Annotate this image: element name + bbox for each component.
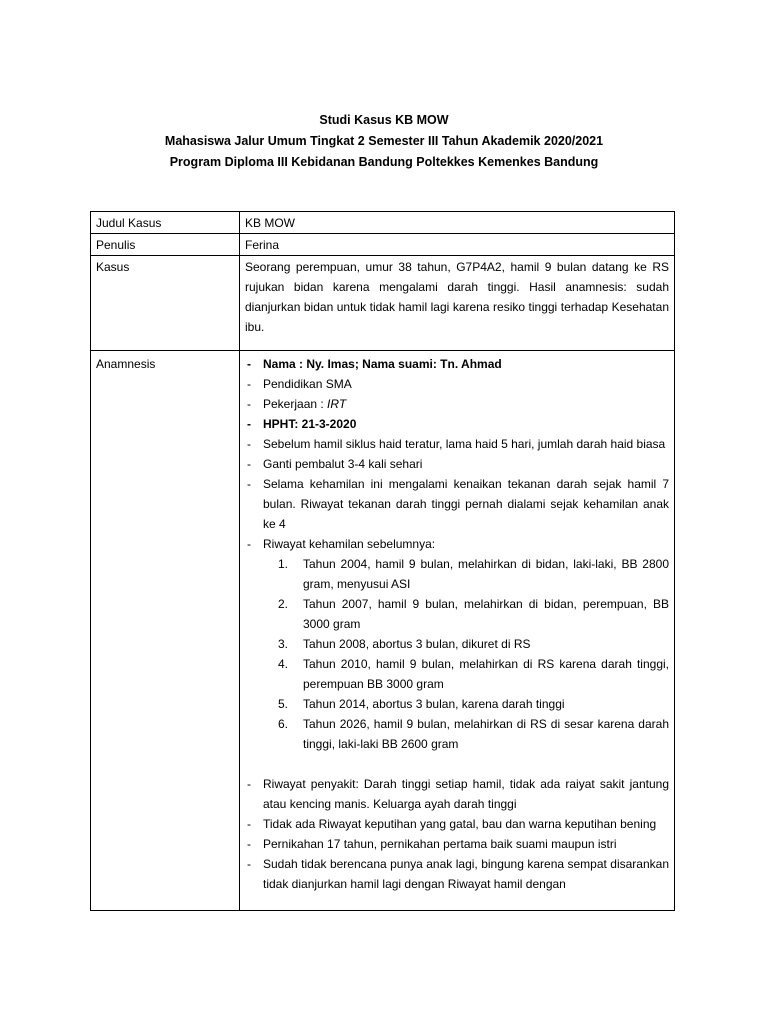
- list-item: [245, 534, 669, 774]
- row-kasus: [91, 256, 675, 351]
- page-cutoff: [245, 894, 669, 910]
- history-number: 1.: [278, 557, 289, 571]
- history-item: [263, 654, 669, 694]
- list-item: - Sudah tidak berencana punya anak lagi, bingung karena sempat disarankan tidak dianjurkan hamil lagi dengan Riwayat hamil dengan: [245, 854, 669, 894]
- history-number: 4.: [278, 657, 289, 671]
- history-text: Tahun 2026, hamil 9 bulan, melahirkan di RS di sesar karena darah tinggi, laki-laki BB 2600 gram: [303, 717, 669, 751]
- header-program: Program Diploma III Kebidanan Bandung Poltekkes Kemenkes Bandung: [169, 155, 599, 169]
- list-item: - Riwayat penyakit: Darah tinggi setiap hamil, tidak ada raiyat sakit jantung atau kencing manis. Keluarga ayah darah tinggi: [245, 774, 669, 814]
- pekerjaan-label: Pekerjaan :: [263, 397, 328, 411]
- history-number: 6.: [278, 717, 289, 731]
- row-judul: [91, 212, 675, 234]
- header-title: Studi Kasus KB MOW: [319, 113, 449, 127]
- kasus-label: Kasus: [91, 256, 240, 351]
- list-item: - Pernikahan 17 tahun, pernikahan pertama baik suami maupun istri: [245, 834, 669, 854]
- history-text: Tahun 2007, hamil 9 bulan, melahirkan di bidan, perempuan, BB 3000 gram: [303, 597, 669, 631]
- pekerjaan-value: IRT: [327, 397, 347, 411]
- history-text: Tahun 2010, hamil 9 bulan, melahirkan di RS karena darah tinggi, perempuan BB 3000 gram: [303, 657, 669, 691]
- list-item: - Ganti pembalut 3-4 kali sehari: [245, 454, 669, 474]
- penulis-value: Ferina: [240, 234, 675, 256]
- anamnesis-label: Anamnesis: [91, 351, 240, 911]
- history-number: 5.: [278, 697, 289, 711]
- history-list: [263, 554, 669, 754]
- list-item: - Selama kehamilan ini mengalami kenaikan tekanan darah sejak hamil 7 bulan. Riwayat tekanan darah tinggi pernah dialami sejak kehamilan anak ke 4: [245, 474, 669, 534]
- spacer: [263, 754, 669, 774]
- row-penulis: [91, 234, 675, 256]
- judul-value: KB MOW: [240, 212, 675, 234]
- history-text: Tahun 2014, abortus 3 bulan, karena darah tinggi: [303, 697, 565, 711]
- anamnesis-content: [240, 351, 675, 911]
- history-number: 3.: [278, 637, 289, 651]
- list-item: - Pendidikan SMA: [245, 374, 669, 394]
- list-item: - HPHT: 21-3-2020: [245, 414, 669, 434]
- case-table: [90, 211, 675, 911]
- history-item: [263, 714, 669, 754]
- anamnesis-list: [245, 354, 669, 894]
- header-subtitle: Mahasiswa Jalur Umum Tingkat 2 Semester III Tahun Akademik 2020/2021: [164, 134, 604, 148]
- penulis-label: Penulis: [91, 234, 240, 256]
- history-text: Tahun 2004, hamil 9 bulan, melahirkan di bidan, laki-laki, BB 2800 gram, menyusui ASI: [303, 557, 669, 591]
- history-item: [263, 554, 669, 594]
- history-item: [263, 594, 669, 634]
- judul-label: Judul Kasus: [91, 212, 240, 234]
- list-item: - Tidak ada Riwayat keputihan yang gatal, bau dan warna keputihan bening: [245, 814, 669, 834]
- list-item: - Nama : Ny. Imas; Nama suami: Tn. Ahmad: [245, 354, 669, 374]
- riwayat-kehamilan-heading: Riwayat kehamilan sebelumnya:: [263, 537, 436, 551]
- kasus-text: Seorang perempuan, umur 38 tahun, G7P4A2, hamil 9 bulan datang ke RS rujukan bidan karena mengalami darah tinggi. Hasil anamnesis: sudah dianjurkan bidan untuk tidak hamil lagi karena resiko tinggi terhadap Kesehatan ibu.: [240, 256, 675, 351]
- list-item: [245, 394, 669, 414]
- history-text: Tahun 2008, abortus 3 bulan, dikuret di RS: [303, 637, 531, 651]
- row-anamnesis: [91, 351, 675, 911]
- list-item: - Sebelum hamil siklus haid teratur, lama haid 5 hari, jumlah darah haid biasa: [245, 434, 669, 454]
- history-item: [263, 694, 669, 714]
- history-number: 2.: [278, 597, 289, 611]
- document-header: [0, 110, 768, 173]
- history-item: [263, 634, 669, 654]
